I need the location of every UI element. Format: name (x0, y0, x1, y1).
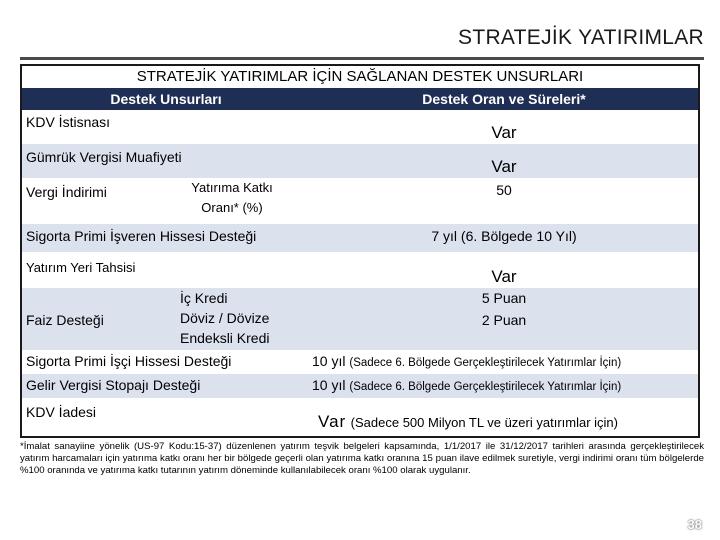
value-note: (Sadece 6. Bölgede Gerçekleştirilecek Yatırımlar İçin) (349, 381, 622, 393)
footnote: *İmalat sanayiine yönelik (US-97 Kodu:15-37) düzenlenen yatırım teşvik belgeleri kapsamında, 1/1/2017 ile 31/12/2017 tarihleri arasında gerçekleştirilecek yatırım harcamaları için yatırıma katkı oranı her bir bölgede geçerli olan yatırıma katkı oranına 15 puan ilave edilmek suretiyle, vergi indirimi oranı tüm bölgelerde %100 oranında ve yatırıma katkı tutarının yatırım döneminde kullanılabilecek oranı %100 olarak uygulanır. (20, 441, 704, 476)
value-main: 10 yıl (312, 353, 346, 369)
row-value-kdv-iadesi (318, 412, 702, 432)
row-sublabel-endeksli: Endeksli Kredi (180, 330, 270, 346)
value-note: (Sadece 500 Milyon TL ve üzeri yatırımlar için) (350, 415, 618, 430)
row-value-faiz-2: 2 Puan (481, 312, 527, 328)
row-value-kdv-istisnasi: Var (491, 123, 517, 142)
row-label-gumruk: Gümrük Vergisi Muafiyeti (26, 149, 182, 165)
row-label-gelir-vergisi: Gelir Vergisi Stopajı Desteği (26, 377, 201, 393)
table-row (22, 398, 698, 436)
table-header-row (22, 88, 698, 110)
value-main: 10 yıl (312, 377, 346, 393)
row-value-yatirim-yeri: Var (491, 267, 517, 286)
table-row (22, 178, 698, 224)
row-label-faiz: Faiz Desteği (26, 312, 104, 328)
row-value-vergi-indirimi: 50 (496, 182, 512, 198)
table-row (22, 110, 698, 144)
header-support-items: Destek Unsurları (110, 91, 222, 107)
page-title: STRATEJİK YATIRIMLAR (458, 26, 704, 49)
row-label-yatirim-yeri: Yatırım Yeri Tahsisi (26, 260, 136, 275)
header-rates-durations: Destek Oran ve Süreleri* (422, 91, 586, 107)
row-label-kdv-istisnasi: KDV İstisnası (26, 114, 111, 130)
title-divider (20, 57, 704, 60)
row-value-gelir-vergisi (312, 377, 702, 393)
table-row (22, 224, 698, 252)
table-caption: STRATEJİK YATIRIMLAR İÇİN SAĞLANAN DESTEK UNSURLARI (22, 66, 698, 88)
row-label-sigorta-isci: Sigorta Primi İşçi Hissesi Desteği (26, 353, 232, 369)
row-label-kdv-iadesi: KDV İadesi (26, 404, 97, 420)
row-sublabel-katki-1: Yatırıma Katkı (191, 180, 273, 195)
value-main: Var (318, 412, 347, 431)
row-value-sigorta-isveren: 7 yıl (6. Bölgede 10 Yıl) (431, 228, 577, 244)
value-note: (Sadece 6. Bölgede Gerçekleştirilecek Yatırımlar İçin) (349, 357, 622, 369)
table-row (22, 374, 698, 398)
table-row (22, 350, 698, 374)
support-table (20, 64, 700, 438)
row-label-vergi-indirimi: Vergi İndirimi (26, 184, 107, 200)
table-row (22, 288, 698, 350)
table-row (22, 252, 698, 288)
row-value-sigorta-isci (312, 353, 702, 369)
row-sublabel-ic-kredi: İç Kredi (180, 290, 228, 306)
row-value-faiz-1: 5 Puan (481, 290, 527, 306)
row-label-sigorta-isveren: Sigorta Primi İşveren Hissesi Desteği (26, 228, 257, 244)
row-sublabel-doviz: Döviz / Dövize (180, 310, 270, 326)
table-row (22, 144, 698, 178)
row-sublabel-katki-2: Oranı* (%) (201, 200, 263, 215)
page-number: 38 (687, 517, 702, 532)
row-value-gumruk: Var (491, 157, 517, 176)
